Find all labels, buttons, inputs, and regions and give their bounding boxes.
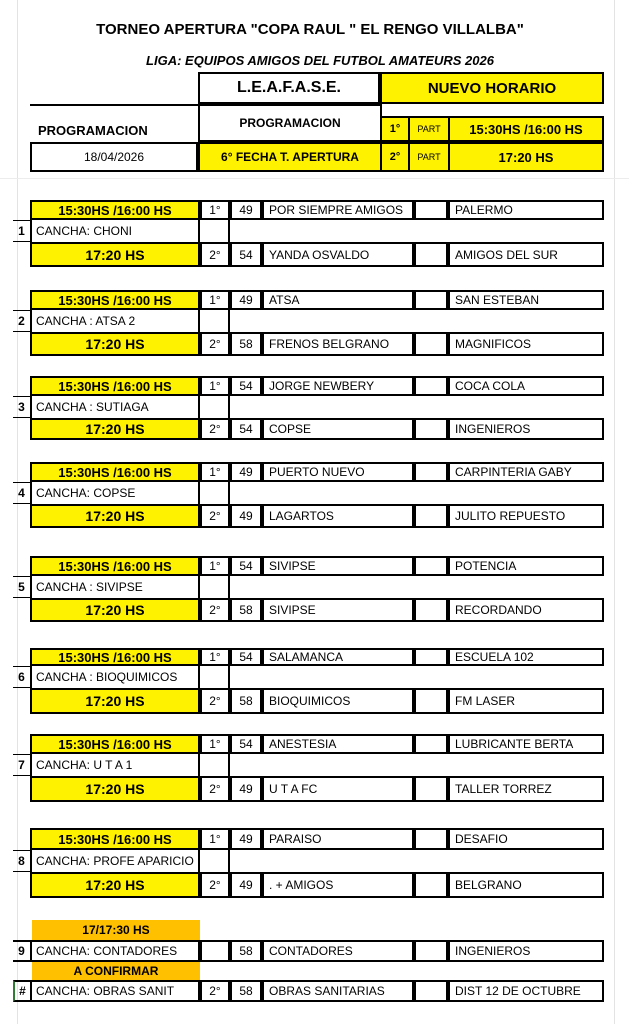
match-category: 58 xyxy=(230,980,262,1002)
away-team: INGENIEROS xyxy=(448,940,604,962)
match-category: 58 xyxy=(230,688,262,714)
match-order: 1° xyxy=(200,376,230,396)
block-number: # xyxy=(13,980,30,1002)
extra-time: 17/17:30 HS xyxy=(32,920,200,940)
match-order: 2° xyxy=(200,688,230,714)
match-time: 15:30HS /16:00 HS xyxy=(30,556,200,576)
match-time: 15:30HS /16:00 HS xyxy=(30,648,200,666)
blank-cell xyxy=(200,666,230,688)
home-team: PUERTO NUEVO xyxy=(262,462,414,482)
field-name: CANCHA : SUTIAGA xyxy=(30,396,200,418)
block-number: 4 xyxy=(13,482,30,504)
blank-cell xyxy=(414,776,448,802)
match-time: 17:20 HS xyxy=(30,688,200,714)
block-number: 7 xyxy=(13,754,30,776)
match-category: 49 xyxy=(230,200,262,220)
org-name: L.E.A.F.A.S.E. xyxy=(198,72,380,104)
blank-cell xyxy=(200,396,230,418)
home-team: ATSA xyxy=(262,290,414,310)
blank-cell xyxy=(414,598,448,622)
home-team: BIOQUIMICOS xyxy=(262,688,414,714)
header-time-1: 15:30HS /16:00 HS xyxy=(448,116,604,142)
new-schedule-banner: NUEVO HORARIO xyxy=(380,72,604,104)
blank-cell xyxy=(414,418,448,440)
home-team: YANDA OSVALDO xyxy=(262,242,414,267)
blank-cell xyxy=(414,872,448,898)
home-team: OBRAS SANITARIAS xyxy=(262,980,414,1002)
home-team: FRENOS BELGRANO xyxy=(262,332,414,356)
home-team: LAGARTOS xyxy=(262,504,414,528)
match-time: 15:30HS /16:00 HS xyxy=(30,462,200,482)
match-order: 2° xyxy=(200,598,230,622)
block-number: 1 xyxy=(13,220,30,242)
field-name: CANCHA : BIOQUIMICOS xyxy=(30,666,200,688)
blank-cell xyxy=(414,940,448,962)
match-order xyxy=(200,940,230,962)
blank-cell xyxy=(414,556,448,576)
away-team: ESCUELA 102 xyxy=(448,648,604,666)
away-team: COCA COLA xyxy=(448,376,604,396)
block-number: 6 xyxy=(13,666,30,688)
block-number: 8 xyxy=(13,850,30,872)
match-order: 2° xyxy=(200,242,230,267)
blank-cell xyxy=(414,462,448,482)
field-name: CANCHA: CONTADORES xyxy=(30,940,200,962)
match-order: 1° xyxy=(200,734,230,754)
away-team: MAGNIFICOS xyxy=(448,332,604,356)
blank-cell xyxy=(200,482,230,504)
match-time: 17:20 HS xyxy=(30,418,200,440)
field-name: CANCHA: PROFE APARICIO xyxy=(30,850,200,872)
match-time: 17:20 HS xyxy=(30,872,200,898)
block-number: 5 xyxy=(13,576,30,598)
programacion-title: PROGRAMACION xyxy=(198,104,382,142)
blank-cell xyxy=(200,220,230,242)
match-order: 1° xyxy=(200,200,230,220)
away-team: INGENIEROS xyxy=(448,418,604,440)
match-category: 54 xyxy=(230,242,262,267)
match-order: 2° xyxy=(200,332,230,356)
match-order: 2° xyxy=(200,872,230,898)
home-team: SIVIPSE xyxy=(262,556,414,576)
match-category: 54 xyxy=(230,734,262,754)
match-time: 17:20 HS xyxy=(30,332,200,356)
blank-cell xyxy=(414,290,448,310)
home-team: PARAISO xyxy=(262,828,414,850)
header-ord-2: 2° xyxy=(380,142,410,172)
home-team: JORGE NEWBERY xyxy=(262,376,414,396)
match-category: 54 xyxy=(230,376,262,396)
match-order: 1° xyxy=(200,648,230,666)
away-team: BELGRANO xyxy=(448,872,604,898)
match-category: 54 xyxy=(230,418,262,440)
away-team: DESAFIO xyxy=(448,828,604,850)
match-order: 1° xyxy=(200,290,230,310)
match-order: 1° xyxy=(200,556,230,576)
away-team: CARPINTERIA GABY xyxy=(448,462,604,482)
header-time-2: 17:20 HS xyxy=(448,142,604,172)
field-name: CANCHA: CHONI xyxy=(30,220,200,242)
match-time: 15:30HS /16:00 HS xyxy=(30,376,200,396)
home-team: POR SIEMPRE AMIGOS xyxy=(262,200,414,220)
home-team: . + AMIGOS xyxy=(262,872,414,898)
field-name: CANCHA : SIVIPSE xyxy=(30,576,200,598)
match-order: 1° xyxy=(200,828,230,850)
blank-cell xyxy=(200,310,230,332)
away-team: TALLER TORREZ xyxy=(448,776,604,802)
match-time: 15:30HS /16:00 HS xyxy=(30,828,200,850)
away-team: SAN ESTEBAN xyxy=(448,290,604,310)
match-order: 2° xyxy=(200,980,230,1002)
grid-line xyxy=(614,0,615,1024)
header-ord-1: 1° xyxy=(380,116,410,142)
home-team: ANESTESIA xyxy=(262,734,414,754)
match-order: 2° xyxy=(200,776,230,802)
match-category: 54 xyxy=(230,648,262,666)
schedule-date: 18/04/2026 xyxy=(30,142,198,172)
away-team: AMIGOS DEL SUR xyxy=(448,242,604,267)
header-part-1: PART xyxy=(410,116,448,142)
divider xyxy=(30,104,198,106)
away-team: POTENCIA xyxy=(448,556,604,576)
match-order: 1° xyxy=(200,462,230,482)
match-category: 49 xyxy=(230,290,262,310)
match-time: 17:20 HS xyxy=(30,776,200,802)
fecha-label: 6° FECHA T. APERTURA xyxy=(198,142,382,172)
match-category: 49 xyxy=(230,462,262,482)
away-team: RECORDANDO xyxy=(448,598,604,622)
match-time: 17:20 HS xyxy=(30,504,200,528)
field-name: CANCHA: U T A 1 xyxy=(30,754,200,776)
programacion-label: PROGRAMACION xyxy=(38,122,148,138)
blank-cell xyxy=(414,980,448,1002)
blank-cell xyxy=(414,648,448,666)
blank-cell xyxy=(414,504,448,528)
page-title: TORNEO APERTURA "COPA RAUL " EL RENGO VILLALBA" xyxy=(96,20,524,38)
field-name: CANCHA: OBRAS SANIT xyxy=(30,980,200,1002)
match-time: 15:30HS /16:00 HS xyxy=(30,734,200,754)
block-number: 3 xyxy=(13,396,30,418)
blank-cell xyxy=(414,734,448,754)
away-team: LUBRICANTE BERTA xyxy=(448,734,604,754)
field-name: CANCHA : ATSA 2 xyxy=(30,310,200,332)
match-category: 49 xyxy=(230,872,262,898)
away-team: FM LASER xyxy=(448,688,604,714)
home-team: COPSE xyxy=(262,418,414,440)
extra-time: A CONFIRMAR xyxy=(32,962,200,980)
match-category: 54 xyxy=(230,556,262,576)
match-category: 58 xyxy=(230,940,262,962)
blank-cell xyxy=(200,850,230,872)
match-order: 2° xyxy=(200,418,230,440)
away-team: PALERMO xyxy=(448,200,604,220)
match-time: 17:20 HS xyxy=(30,598,200,622)
match-category: 49 xyxy=(230,828,262,850)
blank-cell xyxy=(200,576,230,598)
match-order: 2° xyxy=(200,504,230,528)
match-category: 58 xyxy=(230,598,262,622)
home-team: SALAMANCA xyxy=(262,648,414,666)
blank-cell xyxy=(414,376,448,396)
match-category: 49 xyxy=(230,776,262,802)
grid-line xyxy=(0,178,629,179)
blank-cell xyxy=(414,828,448,850)
blank-cell xyxy=(414,200,448,220)
header-part-2: PART xyxy=(410,142,448,172)
block-number: 2 xyxy=(13,310,30,332)
field-name: CANCHA: COPSE xyxy=(30,482,200,504)
blank-cell xyxy=(414,242,448,267)
match-category: 58 xyxy=(230,332,262,356)
league-subtitle: LIGA: EQUIPOS AMIGOS DEL FUTBOL AMATEURS 2026 xyxy=(146,52,494,68)
match-time: 17:20 HS xyxy=(30,242,200,267)
blank-cell xyxy=(414,688,448,714)
home-team: SIVIPSE xyxy=(262,598,414,622)
match-time: 15:30HS /16:00 HS xyxy=(30,200,200,220)
away-team: DIST 12 DE OCTUBRE xyxy=(448,980,604,1002)
block-number: 9 xyxy=(13,940,30,962)
blank-cell xyxy=(200,754,230,776)
match-time: 15:30HS /16:00 HS xyxy=(30,290,200,310)
away-team: JULITO REPUESTO xyxy=(448,504,604,528)
match-category: 49 xyxy=(230,504,262,528)
home-team: U T A FC xyxy=(262,776,414,802)
home-team: CONTADORES xyxy=(262,940,414,962)
blank-cell xyxy=(414,332,448,356)
